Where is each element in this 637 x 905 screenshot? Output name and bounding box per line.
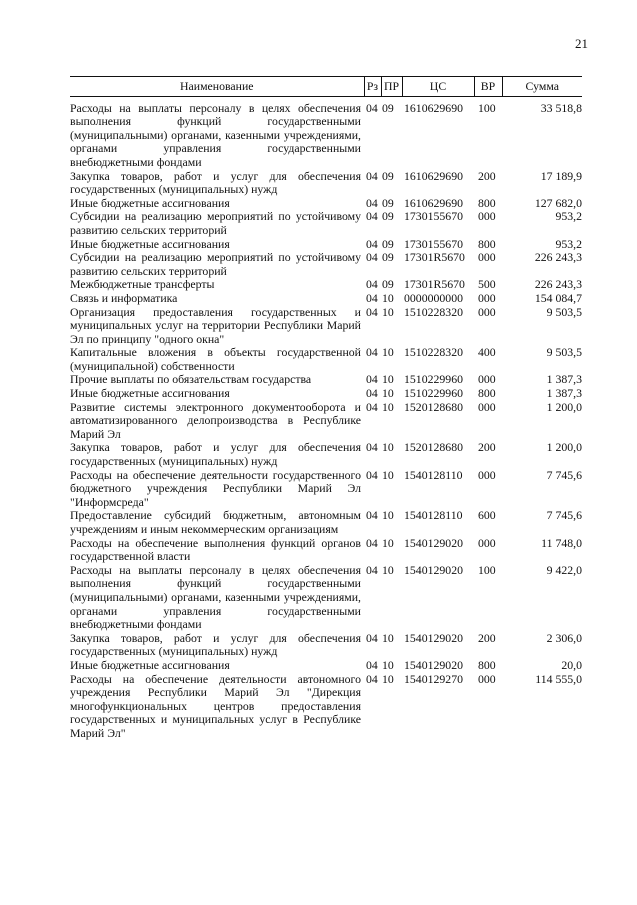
cell-name: Межбюджетные трансферты bbox=[70, 277, 215, 292]
cell-vr: 000 bbox=[478, 304, 496, 319]
cell-rz: 04 bbox=[366, 440, 378, 455]
cell-sum: 7 745,6 bbox=[546, 467, 582, 482]
cell-vr: 800 bbox=[478, 386, 496, 401]
cell-vr: 100 bbox=[478, 100, 496, 115]
cell-cs: 1520128680 bbox=[404, 440, 463, 455]
cell-sum: 1 387,3 bbox=[546, 386, 582, 401]
cell-pr: 09 bbox=[382, 250, 394, 265]
table-row bbox=[70, 251, 582, 278]
cell-sum: 2 306,0 bbox=[546, 630, 582, 645]
cell-pr: 10 bbox=[382, 399, 394, 414]
cell-vr: 000 bbox=[478, 209, 496, 224]
cell-vr: 200 bbox=[478, 168, 496, 183]
cell-vr: 400 bbox=[478, 345, 496, 360]
cell-cs: 1540129020 bbox=[404, 630, 463, 645]
cell-pr: 10 bbox=[382, 657, 394, 672]
cell-cs: 1520128680 bbox=[404, 399, 463, 414]
cell-rz: 04 bbox=[366, 399, 378, 414]
cell-sum: 127 682,0 bbox=[534, 195, 582, 210]
cell-name: Капитальные вложения в объекты государственной (муниципальной) собственности bbox=[70, 345, 361, 373]
header-rz: Рз bbox=[364, 77, 381, 97]
table-row bbox=[70, 238, 582, 252]
cell-rz: 04 bbox=[366, 277, 378, 292]
cell-rz: 04 bbox=[366, 195, 378, 210]
cell-rz: 04 bbox=[366, 562, 378, 577]
cell-sum: 7 745,6 bbox=[546, 508, 582, 523]
cell-cs: 0000000000 bbox=[404, 290, 463, 305]
cell-sum: 953,2 bbox=[555, 236, 582, 251]
cell-rz: 04 bbox=[366, 304, 378, 319]
table-row bbox=[70, 441, 582, 468]
table-row bbox=[70, 278, 582, 292]
cell-rz: 04 bbox=[366, 100, 378, 115]
cell-name: Иные бюджетные ассигнования bbox=[70, 236, 230, 251]
cell-rz: 04 bbox=[366, 372, 378, 387]
cell-cs: 1510229960 bbox=[404, 386, 463, 401]
cell-rz: 04 bbox=[366, 671, 378, 686]
cell-sum: 226 243,3 bbox=[534, 250, 582, 265]
cell-pr: 10 bbox=[382, 630, 394, 645]
table-row bbox=[70, 537, 582, 564]
cell-rz: 04 bbox=[366, 386, 378, 401]
cell-vr: 000 bbox=[478, 372, 496, 387]
table-row bbox=[70, 659, 582, 673]
cell-vr: 000 bbox=[478, 467, 496, 482]
cell-pr: 10 bbox=[382, 304, 394, 319]
cell-vr: 500 bbox=[478, 277, 496, 292]
cell-rz: 04 bbox=[366, 290, 378, 305]
cell-name: Иные бюджетные ассигнования bbox=[70, 657, 230, 672]
cell-cs: 1510228320 bbox=[404, 304, 463, 319]
cell-vr: 000 bbox=[478, 250, 496, 265]
table-row bbox=[70, 292, 582, 306]
cell-vr: 800 bbox=[478, 657, 496, 672]
cell-sum: 1 200,0 bbox=[546, 440, 582, 455]
table-row bbox=[70, 509, 582, 536]
header-sum: Сумма bbox=[502, 77, 582, 97]
cell-vr: 200 bbox=[478, 630, 496, 645]
cell-sum: 154 084,7 bbox=[534, 290, 582, 305]
header-cs: ЦС bbox=[402, 77, 474, 97]
cell-pr: 09 bbox=[382, 168, 394, 183]
cell-pr: 10 bbox=[382, 440, 394, 455]
cell-pr: 10 bbox=[382, 345, 394, 360]
cell-cs: 17301R5670 bbox=[404, 250, 465, 265]
cell-name: Расходы на выплаты персоналу в целях обеспечения выполнения функций государственными (муниципальными) органами, казенными учреждениями, органами управления государственными внебюджетными фондами bbox=[70, 100, 361, 169]
cell-pr: 10 bbox=[382, 508, 394, 523]
cell-pr: 10 bbox=[382, 372, 394, 387]
cell-vr: 000 bbox=[478, 290, 496, 305]
cell-sum: 9 503,5 bbox=[546, 345, 582, 360]
cell-rz: 04 bbox=[366, 467, 378, 482]
cell-rz: 04 bbox=[366, 250, 378, 265]
header-vr: ВР bbox=[474, 77, 502, 97]
cell-sum: 17 189,9 bbox=[540, 168, 582, 183]
cell-cs: 1540129020 bbox=[404, 562, 463, 577]
cell-rz: 04 bbox=[366, 535, 378, 550]
budget-table bbox=[70, 76, 582, 741]
cell-rz: 04 bbox=[366, 630, 378, 645]
table-header-row bbox=[70, 77, 582, 97]
cell-name: Прочие выплаты по обязательствам государства bbox=[70, 372, 312, 387]
cell-cs: 1610629690 bbox=[404, 195, 463, 210]
table-row bbox=[70, 306, 582, 347]
cell-cs: 1730155670 bbox=[404, 209, 463, 224]
cell-sum: 1 387,3 bbox=[546, 372, 582, 387]
table-row bbox=[70, 170, 582, 197]
cell-vr: 600 bbox=[478, 508, 496, 523]
cell-cs: 1540128110 bbox=[404, 467, 463, 482]
cell-vr: 100 bbox=[478, 562, 496, 577]
table-row bbox=[70, 564, 582, 632]
cell-rz: 04 bbox=[366, 657, 378, 672]
table-row bbox=[70, 197, 582, 211]
table-row bbox=[70, 401, 582, 442]
cell-pr: 10 bbox=[382, 671, 394, 686]
cell-vr: 000 bbox=[478, 399, 496, 414]
table-row bbox=[70, 673, 582, 741]
cell-vr: 800 bbox=[478, 236, 496, 251]
cell-vr: 000 bbox=[478, 671, 496, 686]
cell-sum: 20,0 bbox=[561, 657, 582, 672]
cell-name: Закупка товаров, работ и услуг для обеспечения государственных (муниципальных) нужд bbox=[70, 168, 361, 197]
cell-rz: 04 bbox=[366, 236, 378, 251]
cell-cs: 1610629690 bbox=[404, 168, 463, 183]
table-row bbox=[70, 632, 582, 659]
cell-cs: 1610629690 bbox=[404, 100, 463, 115]
cell-rz: 04 bbox=[366, 168, 378, 183]
cell-rz: 04 bbox=[366, 209, 378, 224]
table-row bbox=[70, 387, 582, 401]
cell-pr: 09 bbox=[382, 195, 394, 210]
header-name: Наименование bbox=[70, 77, 364, 97]
cell-name: Расходы на выплаты персоналу в целях обеспечения выполнения функций государственными (муниципальными) органами, казенными учреждениями, органами управления государственными внебюджетными фондами bbox=[70, 562, 361, 632]
cell-vr: 000 bbox=[478, 535, 496, 550]
cell-rz: 04 bbox=[366, 345, 378, 360]
cell-name: Иные бюджетные ассигнования bbox=[70, 386, 230, 401]
cell-rz: 04 bbox=[366, 508, 378, 523]
cell-name: Субсидии на реализацию мероприятий по устойчивому развитию сельских территорий bbox=[70, 209, 361, 237]
cell-cs: 1540128110 bbox=[404, 508, 463, 523]
cell-cs: 1540129270 bbox=[404, 671, 463, 686]
cell-name: Организация предоставления государственных и муниципальных услуг на территории Республики Марий Эл по принципу "одного окна" bbox=[70, 304, 361, 346]
cell-pr: 09 bbox=[382, 277, 394, 292]
cell-name: Закупка товаров, работ и услуг для обеспечения государственных (муниципальных) нужд bbox=[70, 630, 361, 659]
cell-name: Расходы на обеспечение деятельности автономного учреждения Республики Марий Эл "Дирекция многофункциональных центров предоставления государственных и муниципальных услуг в Республике Марий Эл" bbox=[70, 671, 361, 740]
cell-sum: 33 518,8 bbox=[540, 100, 582, 115]
cell-name: Развитие системы электронного документооборота и автоматизированного делопроизводства в Республике Марий Эл bbox=[70, 399, 361, 441]
table-row bbox=[70, 469, 582, 510]
cell-pr: 09 bbox=[382, 209, 394, 224]
cell-pr: 09 bbox=[382, 236, 394, 251]
cell-sum: 1 200,0 bbox=[546, 399, 582, 414]
cell-name: Расходы на обеспечение деятельности государственного бюджетного учреждения Республики Марий Эл "Информсреда" bbox=[70, 467, 361, 509]
cell-pr: 10 bbox=[382, 467, 394, 482]
cell-cs: 1510228320 bbox=[404, 345, 463, 360]
cell-name: Закупка товаров, работ и услуг для обеспечения государственных (муниципальных) нужд bbox=[70, 440, 361, 469]
cell-pr: 10 bbox=[382, 290, 394, 305]
cell-name: Расходы на обеспечение выполнения функций органов государственной власти bbox=[70, 535, 361, 564]
cell-name: Субсидии на реализацию мероприятий по устойчивому развитию сельских территорий bbox=[70, 250, 361, 278]
cell-cs: 1510229960 bbox=[404, 372, 463, 387]
table-row bbox=[70, 96, 582, 169]
cell-name: Связь и информатика bbox=[70, 290, 178, 305]
cell-name: Иные бюджетные ассигнования bbox=[70, 195, 230, 210]
table-body bbox=[70, 96, 582, 740]
page-number: 21 bbox=[575, 36, 588, 51]
table-row bbox=[70, 210, 582, 237]
cell-cs: 1540129020 bbox=[404, 535, 463, 550]
cell-pr: 10 bbox=[382, 386, 394, 401]
table-row bbox=[70, 346, 582, 373]
header-pr: ПР bbox=[381, 77, 402, 97]
cell-cs: 17301R5670 bbox=[404, 277, 465, 292]
table-row bbox=[70, 373, 582, 387]
cell-name: Предоставление субсидий бюджетным, автономным учреждениям и иным некоммерческим организациям bbox=[70, 508, 361, 536]
cell-sum: 11 748,0 bbox=[541, 535, 582, 550]
cell-sum: 9 422,0 bbox=[546, 562, 582, 577]
cell-cs: 1730155670 bbox=[404, 236, 463, 251]
cell-cs: 1540129020 bbox=[404, 657, 463, 672]
cell-sum: 9 503,5 bbox=[546, 304, 582, 319]
cell-pr: 09 bbox=[382, 100, 394, 115]
cell-sum: 226 243,3 bbox=[534, 277, 582, 292]
cell-sum: 114 555,0 bbox=[535, 671, 582, 686]
cell-sum: 953,2 bbox=[555, 209, 582, 224]
cell-pr: 10 bbox=[382, 535, 394, 550]
cell-vr: 800 bbox=[478, 195, 496, 210]
cell-vr: 200 bbox=[478, 440, 496, 455]
cell-pr: 10 bbox=[382, 562, 394, 577]
